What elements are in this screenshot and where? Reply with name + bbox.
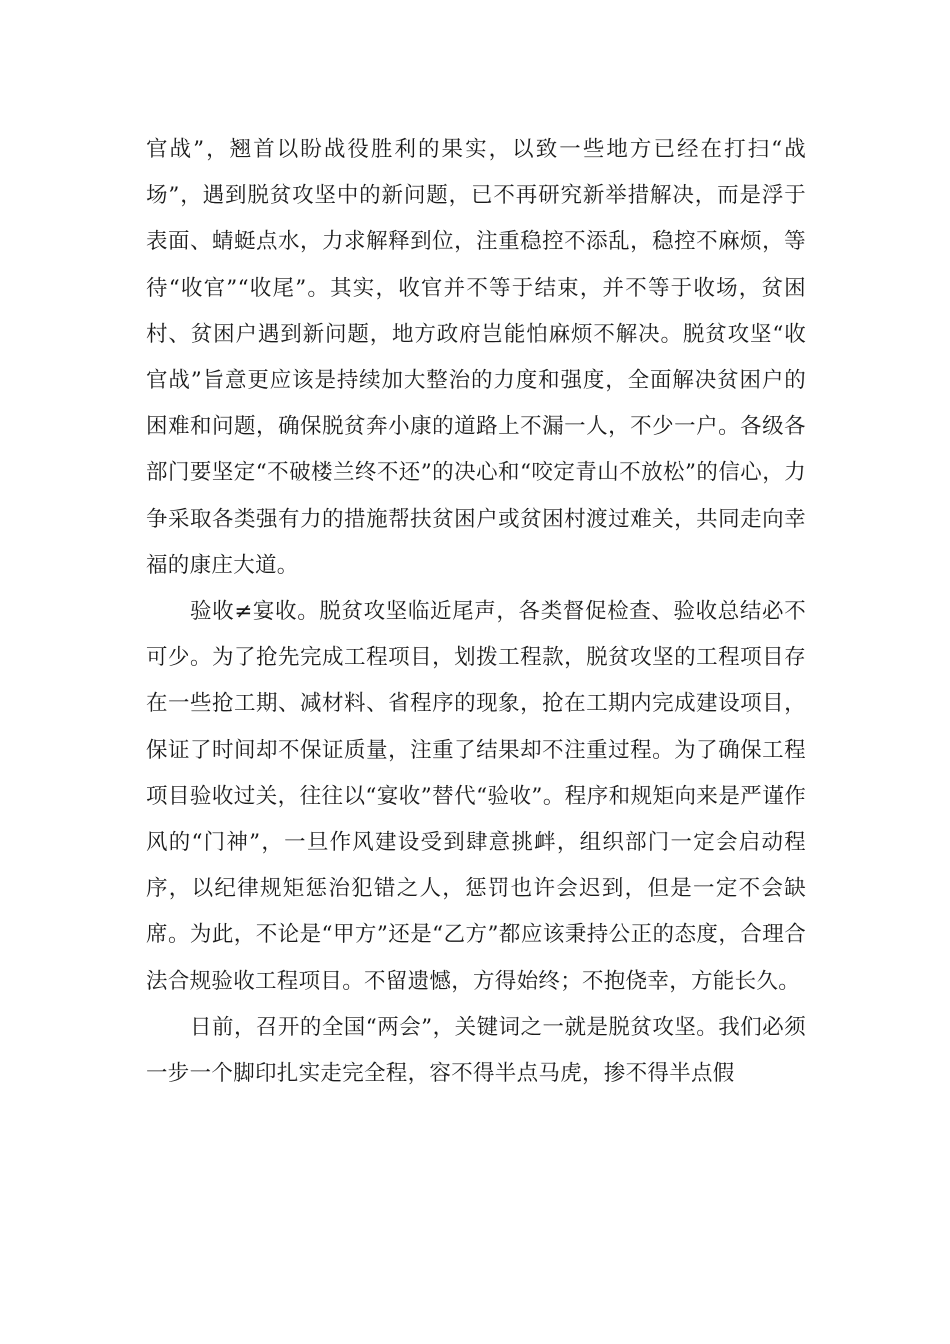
paragraph-3: 日前，召开的全国“两会”，关键词之一就是脱贫攻坚。我们必须一步一个脚印扎实走完全程，容不得半点马虎，掺不得半点假 [146,1014,806,1087]
document-body [146,127,806,1097]
paragraph-1: 官战”，翘首以盼战役胜利的果实，以致一些地方已经在打扫“战场”，遇到脱贫攻坚中的新问题，已不再研究新举措解决，而是浮于表面、蜻蜓点水，力求解释到位，注重稳控不添乱，稳控不麻烦，等待“收官”“收尾”。其实，收官并不等于结束，并不等于收场，贫困村、贫困户遇到新问题，地方政府岂能怕麻烦不解决。脱贫攻坚“收官战”旨意更应该是持续加大整治的力度和强度，全面解决贫困户的困难和问题，确保脱贫奔小康的道路上不漏一人，不少一户。各级各部门要坚定“不破楼兰终不还”的决心和“咬定青山不放松”的信心，力争采取各类强有力的措施帮扶贫困户或贫困村渡过难关，共同走向幸福的康庄大道。 [146,137,806,578]
paragraph-2: 验收≠宴收。脱贫攻坚临近尾声，各类督促检查、验收总结必不可少。为了抢先完成工程项目，划拨工程款，脱贫攻坚的工程项目存在一些抢工期、减材料、省程序的现象，抢在工期内完成建设项目，保证了时间却不保证质量，注重了结果却不注重过程。为了确保工程项目验收过关，往往以“宴收”替代“验收”。程序和规矩向来是严谨作风的“门神”，一旦作风建设受到肆意挑衅，组织部门一定会启动程序，以纪律规矩惩治犯错之人，惩罚也许会迟到，但是一定不会缺席。为此，不论是“甲方”还是“乙方”都应该秉持公正的态度，合理合法合规验收工程项目。不留遗憾，方得始终；不抱侥幸，方能长久。 [146,599,806,994]
